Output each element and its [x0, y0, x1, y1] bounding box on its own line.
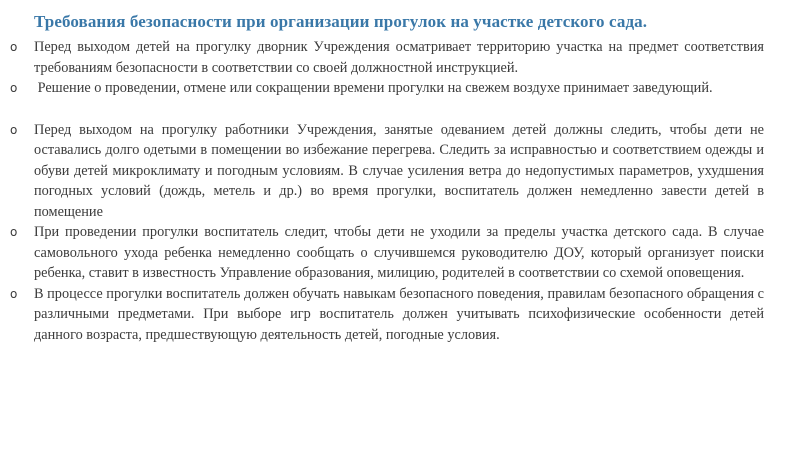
list-item-text: Перед выходом на прогулку работники Учреждения, занятые одеванием детей должны следить, чтобы дети не оставались долго одетыми в помещении во избежание перегрева. Следить за исправностью и соответствием одежды и обуви детей микроклимату и погодным условиям. В случае усиления ветра до недопустимых параметров, ухудшения погодных условий (дождь, метель и др.) во время прогулки, воспитатель должен немедленно завести детей в помещение — [34, 121, 764, 220]
bullet-circle-icon: o — [10, 40, 18, 54]
list-item-text: В процессе прогулки воспитатель должен обучать навыкам безопасного поведения, правилам безопасного обращения с различными предметами. При выборе игр воспитатель должен учитывать психофизические особенности детей данного возраста, предшествующую деятельность детей, погодные условия. — [34, 285, 764, 343]
slide-title: Требования безопасности при организации прогулок на участке детского сада. — [34, 12, 648, 31]
bullet-circle-icon: o — [10, 286, 18, 301]
list-item — [0, 78, 800, 99]
list-item — [0, 120, 800, 223]
list-item — [0, 284, 800, 346]
list-item-text: Решение о проведении, отмене или сокращении времени прогулки на свежем воздухе принимает заведующий. — [34, 80, 713, 96]
list-item-text: При проведении прогулки воспитатель следит, чтобы дети не уходили за пределы участка детского сада. В случае самовольного ухода ребенка немедленно сообщать о случившемся руководителю ДОУ, который организует поиски ребенка, ставит в известность Управление образования, милицию, родителей в соответствии со схемой оповещения. — [34, 224, 764, 281]
bullet-circle-icon: o — [10, 122, 18, 137]
bullet-circle-icon: o — [10, 225, 18, 239]
list-item — [0, 222, 800, 284]
list-item-text: Перед выходом детей на прогулку дворник Учреждения осматривает территорию участка на предмет соответствия требованиям безопасности в соответствии со своей должностной инструкцией. — [34, 39, 764, 76]
list-item — [0, 37, 800, 78]
safety-rules-list — [0, 37, 800, 345]
bullet-circle-icon: o — [10, 81, 18, 95]
